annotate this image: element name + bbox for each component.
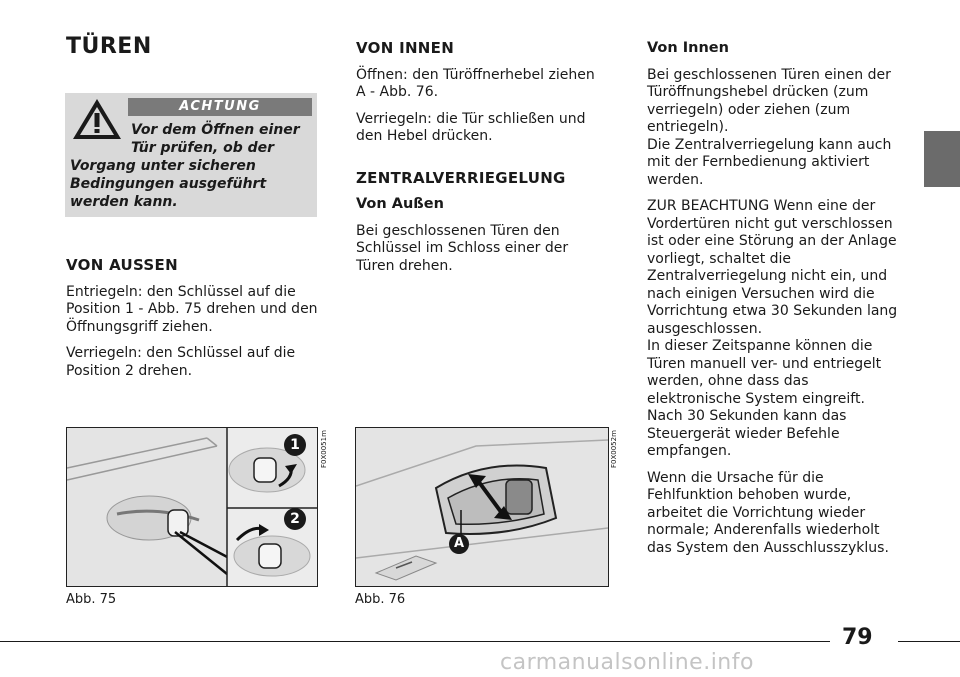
warning-line-1: Vor dem Öffnen einer <box>131 122 300 138</box>
paragraph: Die Zentralverriegelung kann auch mit der Fernbedienung aktiviert werden. <box>647 136 892 188</box>
section-heading: VON INNEN <box>356 39 455 57</box>
warning-label: ACHTUNG <box>128 98 312 116</box>
paragraph: Bei geschlossenen Türen den Schlüssel im Schloss einer der Türen drehen. <box>356 222 569 274</box>
watermark: carmanualsonline.info <box>500 650 754 675</box>
door-handle-illustration <box>67 428 317 586</box>
figure-code: F0X0052m <box>610 430 618 468</box>
badge-2-label: 2 <box>290 511 300 527</box>
figure-caption: Abb. 76 <box>355 592 406 607</box>
paragraph: ZUR BEACHTUNG Wenn eine der Vordertüren nicht gut verschlossen ist oder eine Störung an der Anlage vorliegt, schaltet die Zentralverriegelung nicht ein, und nach einigen Versuchen wird die Vorrichtung etwa 30 Sekunden lang ausgeschlossen. <box>647 198 898 337</box>
warning-line-rest: Vorgang unter sicheren Bedingungen ausgeführt werden kann. <box>70 158 267 210</box>
figure-code: F0X0051m <box>320 430 328 468</box>
page-number: 79 <box>836 625 879 650</box>
page-title: TÜREN <box>66 34 152 59</box>
badge-1-label: 1 <box>290 437 300 453</box>
paragraph: Verriegeln: die Tür schließen und den Hebel drücken. <box>356 110 586 144</box>
section-heading: VON AUSSEN <box>66 256 178 274</box>
chapter-tab <box>924 131 960 187</box>
paragraph: In dieser Zeitspanne können die Türen manuell ver- und entriegelt werden, ohne dass das elektronische System eingreift. Nach 30 Sekunden kann das Steuergerät wieder Befehle empfangen. <box>647 338 882 459</box>
interior-lever-illustration <box>356 428 608 586</box>
paragraph: Öffnen: den Türöffnerhebel ziehen A - Abb. 76. <box>356 66 595 100</box>
warning-text <box>70 121 310 211</box>
footer-rule-right <box>898 641 960 642</box>
subheading: Von Innen <box>647 40 729 56</box>
paragraph: Verriegeln: den Schlüssel auf die Position 2 drehen. <box>66 345 296 379</box>
figure-caption: Abb. 75 <box>66 592 117 607</box>
paragraph: Entriegeln: den Schlüssel auf die Position 1 - Abb. 75 drehen und den Öffnungsgriff ziehen. <box>66 283 318 335</box>
figure-75 <box>66 427 318 587</box>
column-3 <box>647 40 899 566</box>
column-1 <box>66 257 322 389</box>
footer-rule-left <box>0 641 830 642</box>
column-2 <box>356 40 608 284</box>
subheading: Von Außen <box>356 196 444 212</box>
warning-line-2: Tür prüfen, ob der <box>131 140 275 156</box>
section-heading: ZENTRALVERRIEGELUNG <box>356 168 566 187</box>
badge-a-label: A <box>453 536 465 551</box>
figure-76 <box>355 427 609 587</box>
paragraph: Wenn die Ursache für die Fehlfunktion behoben wurde, arbeitet die Vorrichtung wieder normale; Anderenfalls wiederholt das System den Ausschlusszyklus. <box>647 469 889 556</box>
paragraph: Bei geschlossenen Türen einen der Türöffnungshebel drücken (zum verriegeln) oder ziehen (zum entriegeln). <box>647 66 891 135</box>
